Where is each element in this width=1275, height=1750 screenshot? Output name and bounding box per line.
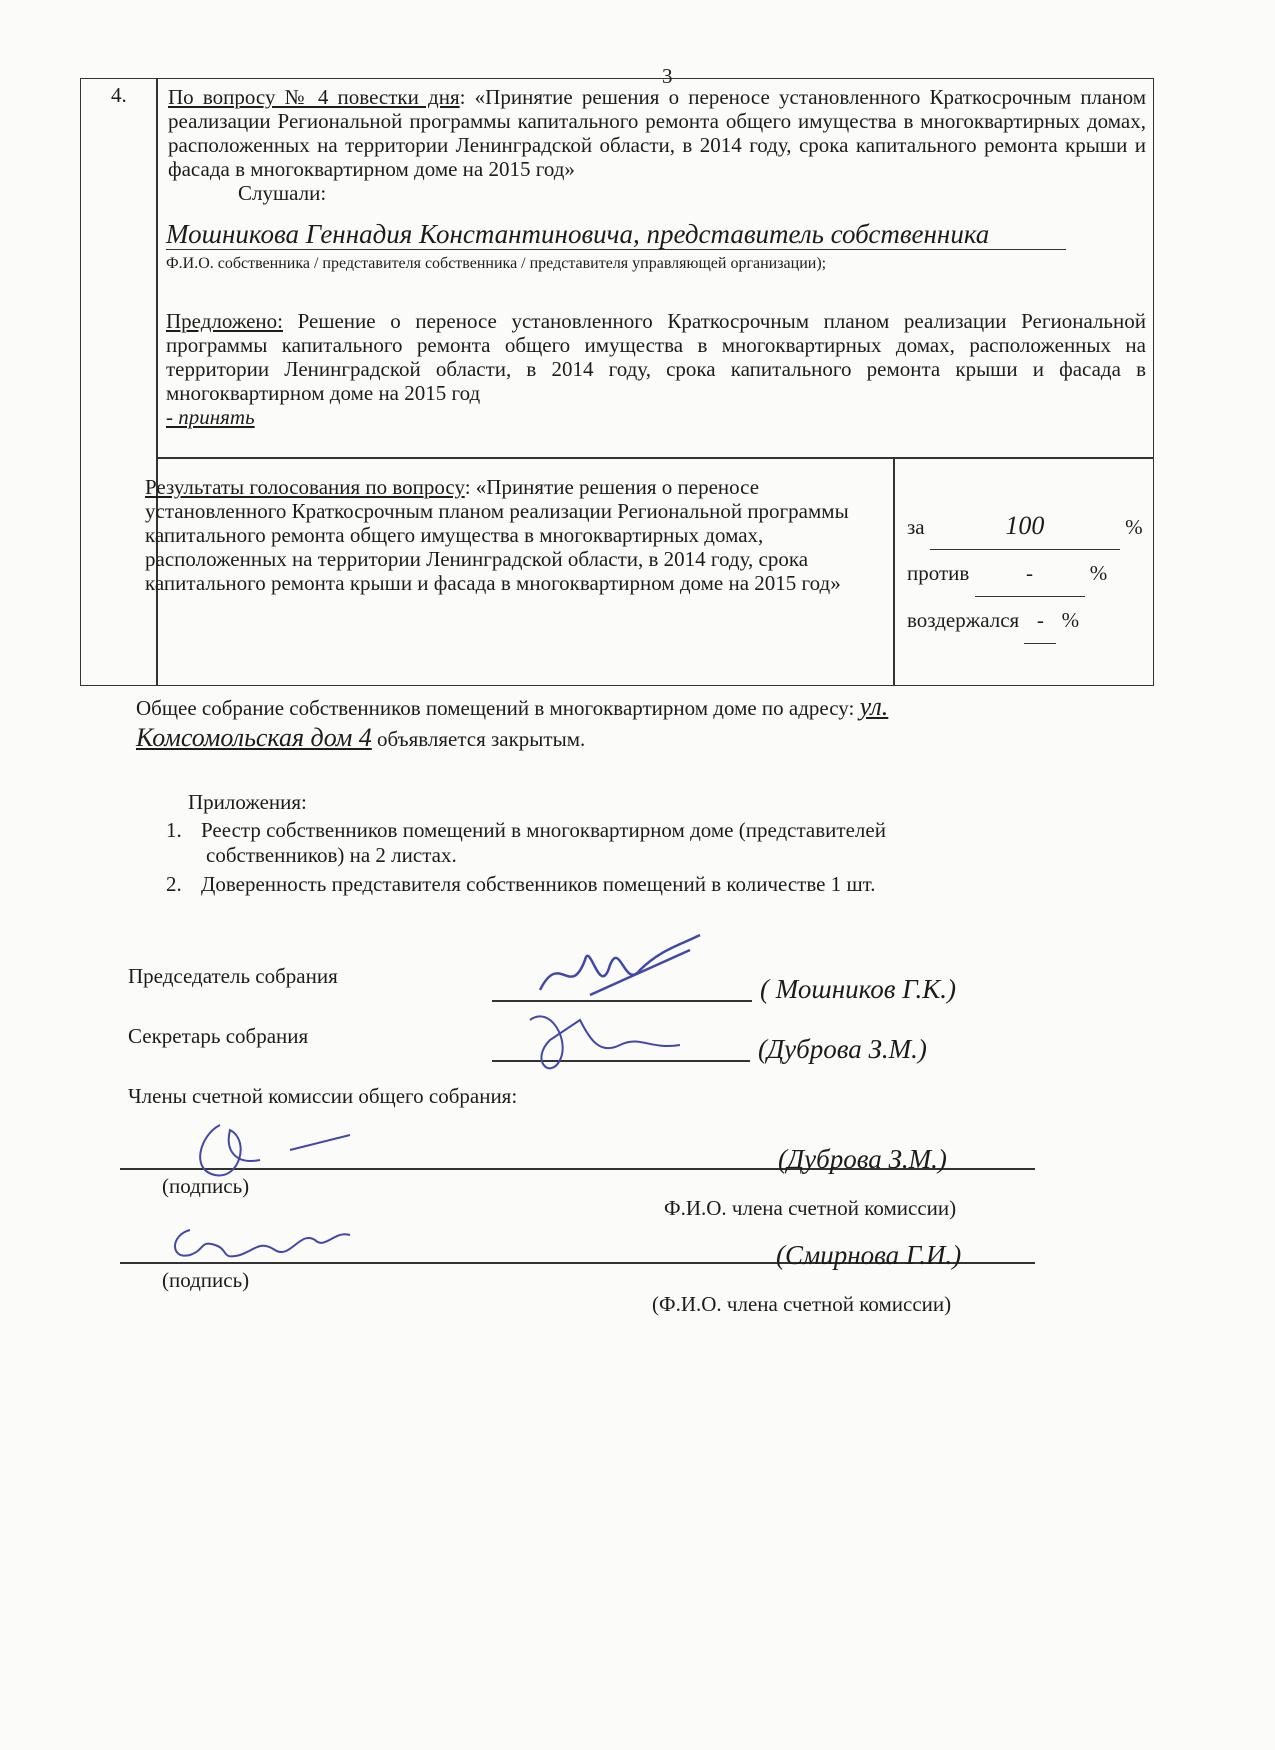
attachment-item	[166, 872, 1066, 897]
member1-sign-caption: (подпись)	[162, 1174, 250, 1198]
item-number: 4.	[111, 83, 127, 107]
reporter-caption: Ф.И.О. собственника / представителя собственника / представителя управляющей организации);	[166, 255, 827, 272]
proposed-label: Предложено:	[166, 309, 283, 333]
vote-against	[907, 550, 1143, 597]
heard-label: Слушали:	[238, 181, 327, 205]
closing-text-after: объявляется закрытым.	[371, 727, 586, 751]
attachment-line-cont: собственников) на 2 листах.	[206, 843, 457, 867]
closing-text-before: Общее собрание собственников помещений в многоквартирном доме по адресу:	[136, 696, 855, 720]
vote-abstain-label: воздержался	[907, 608, 1020, 632]
chair-name: ( Мошников Г.К.)	[760, 974, 956, 1004]
results-block	[145, 475, 865, 595]
vote-for-value: 100	[930, 503, 1120, 550]
page-number: 3	[662, 64, 673, 88]
attachment-line: Реестр собственников помещений в многоквартирном доме (представителей	[201, 818, 886, 842]
closing-address-part1: ул.	[859, 692, 889, 721]
member2-sign-caption: (подпись)	[162, 1268, 250, 1292]
row-divider	[156, 457, 1153, 459]
secretary-signature-icon	[510, 1000, 690, 1090]
member1-caption: Ф.И.О. члена счетной комиссии)	[664, 1196, 957, 1220]
vote-for-label: за	[907, 515, 925, 539]
results-label: Результаты голосования по вопросу	[145, 475, 465, 499]
secretary-label: Секретарь собрания	[128, 1024, 309, 1048]
votes-block	[907, 503, 1143, 644]
votes-divider	[893, 457, 895, 685]
agenda-table	[80, 78, 1154, 686]
closing-address-part2: Комсомольская дом 4	[136, 723, 372, 752]
vote-abstain-percent: %	[1061, 608, 1080, 632]
vote-against-label: против	[907, 561, 970, 585]
vote-for-percent: %	[1125, 515, 1143, 539]
secretary-name: (Дуброва З.М.)	[758, 1034, 927, 1064]
attachment-number: 1.	[166, 818, 182, 842]
attachment-number: 2.	[166, 872, 182, 896]
attachments-title: Приложения:	[188, 790, 307, 814]
vote-against-percent: %	[1089, 561, 1108, 585]
decision: - принять	[166, 405, 255, 429]
question-label: По вопросу № 4 повестки дня	[168, 85, 460, 109]
attachment-line: Доверенность представителя собственников помещений в количестве 1 шт.	[201, 872, 876, 896]
member2-caption: (Ф.И.О. члена счетной комиссии)	[652, 1292, 952, 1316]
question-text: : «Принятие решения о переносе установленного Краткосрочным планом реализации Региональной программы капитального ремонта общего имущества в многоквартирных домах, расположенных на территории Ленинградской области, в 2014 году, срока капитального ремонта крыши и фасада в многоквартирном доме на 2015 год»	[168, 85, 1146, 181]
commission-label: Члены счетной комиссии общего собрания:	[128, 1084, 518, 1108]
vote-abstain	[907, 597, 1143, 644]
closing-paragraph	[136, 694, 1136, 752]
attachment-item	[166, 818, 1066, 843]
vote-against-value: -	[975, 550, 1085, 597]
reporter-name: Мошникова Геннадия Константиновича, представитель собственника	[166, 219, 1066, 250]
member2-name: (Смирнова Г.И.)	[776, 1240, 962, 1270]
chair-label: Председатель собрания	[128, 964, 338, 988]
proposed-text: Решение о переносе установленного Краткосрочным планом реализации Региональной программы капитального ремонта общего имущества в многоквартирных домах, расположенных на территории Ленинградской области, в 2014 году, срока капитального ремонта крыши и фасада в многоквартирном доме на 2015 год	[166, 309, 1146, 405]
question-block	[168, 85, 1146, 205]
vote-abstain-value: -	[1024, 597, 1056, 644]
results-text: : «Принятие решения о переносе установленного Краткосрочным планом реализации Региональной программы капитального ремонта общего имущества в многоквартирных домах, расположенных на территории Ленинградской области, в 2014 году, срока капитального ремонта крыши и фасада в многоквартирном доме на 2015 год»	[145, 475, 849, 595]
vote-for	[907, 503, 1143, 550]
member1-name: (Дуброва З.М.)	[778, 1144, 947, 1174]
proposal-block	[166, 309, 1146, 429]
